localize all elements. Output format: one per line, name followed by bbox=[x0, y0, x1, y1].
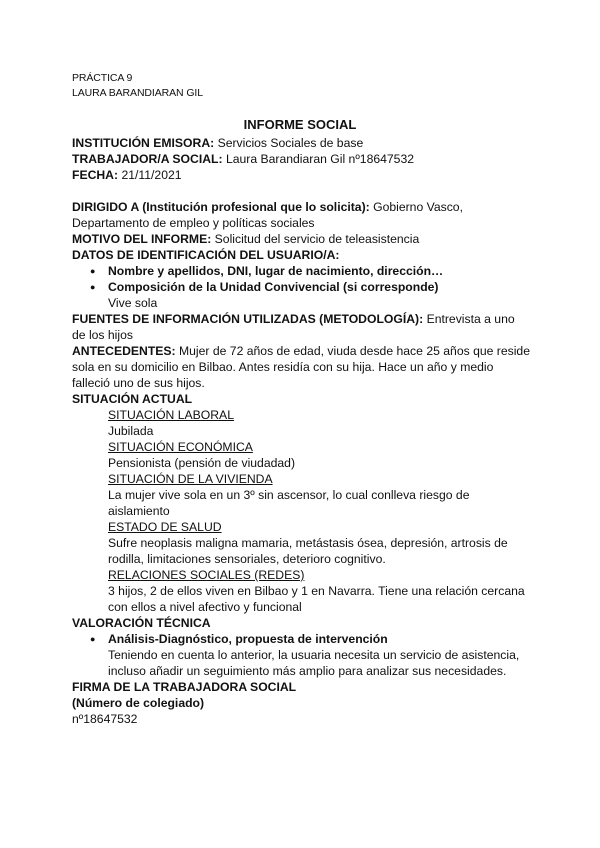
header-practice: PRÁCTICA 9 bbox=[72, 72, 133, 84]
institucion-row bbox=[72, 135, 532, 151]
firma-sub: (Número de colegiado) bbox=[72, 696, 205, 710]
valoracion-value-1: Teniendo en cuenta lo anterior, la usuaria necesita un servicio de asistencia, bbox=[108, 648, 520, 662]
redes-value-1: 3 hijos, 2 de ellos viven en Bilbao y 1 en Navarra. Tiene una relación cercana bbox=[108, 584, 525, 598]
dirigido-row bbox=[72, 199, 532, 215]
situacion-label: SITUACIÓN ACTUAL bbox=[72, 392, 193, 406]
motivo-value: Solicitud del servicio de teleasistencia bbox=[214, 232, 420, 246]
motivo-label: MOTIVO DEL INFORME: bbox=[72, 232, 212, 246]
redes-value-2: con ellos a nivel afectivo y funcional bbox=[108, 600, 302, 614]
fuentes-label: FUENTES DE INFORMACIÓN UTILIZADAS (METODOLOGÍA): bbox=[72, 312, 424, 326]
laboral-value: Jubilada bbox=[108, 424, 154, 438]
trabajador-value: Laura Barandiaran Gil nº18647532 bbox=[225, 152, 415, 166]
valoracion-label: VALORACIÓN TÉCNICA bbox=[72, 616, 211, 630]
antecedentes-value-3: falleció uno de sus hijos. bbox=[72, 376, 205, 390]
fuentes-row bbox=[72, 311, 532, 327]
datos-label: DATOS DE IDENTIFICACIÓN DEL USUARIO/A: bbox=[72, 248, 340, 262]
document-title: INFORME SOCIAL bbox=[243, 117, 357, 132]
vivienda-value-2: aislamiento bbox=[108, 504, 170, 518]
institucion-value: Servicios Sociales de base bbox=[217, 136, 364, 150]
bullet-dot: ● bbox=[90, 634, 96, 644]
antecedentes-label: ANTECEDENTES: bbox=[72, 344, 176, 358]
dirigido-value: Gobierno Vasco, bbox=[373, 200, 463, 214]
antecedentes-value-2: sola en su domicilio en Bilbao. Antes residía con su hija. Hace un año y medio bbox=[72, 360, 494, 374]
motivo-row bbox=[72, 231, 532, 247]
dirigido-label: DIRIGIDO A (Institución profesional que lo solicita): bbox=[72, 200, 370, 214]
fecha-row bbox=[72, 167, 532, 183]
bullet-nombre: Nombre y apellidos, DNI, lugar de nacimiento, dirección… bbox=[108, 264, 444, 278]
redes-title: RELACIONES SOCIALES (REDES) bbox=[108, 568, 305, 582]
laboral-title: SITUACIÓN LABORAL bbox=[108, 408, 234, 422]
economica-title: SITUACIÓN ECONÓMICA bbox=[108, 440, 253, 454]
antecedentes-value: Mujer de 72 años de edad, viuda desde hace 25 años que reside bbox=[179, 344, 530, 358]
trabajador-label: TRABAJADOR/A SOCIAL: bbox=[72, 152, 223, 166]
convivencia-value: Vive sola bbox=[108, 296, 158, 310]
salud-title: ESTADO DE SALUD bbox=[108, 520, 222, 534]
firma-value: nº18647532 bbox=[72, 712, 138, 726]
fuentes-value: Entrevista a uno bbox=[426, 312, 515, 326]
dirigido-value-cont: Departamento de empleo y políticas sociales bbox=[72, 216, 315, 230]
fecha-label: FECHA: bbox=[72, 168, 119, 182]
fuentes-value-cont: de los hijos bbox=[72, 328, 133, 342]
fecha-value: 21/11/2021 bbox=[121, 168, 182, 182]
valoracion-value-2: incluso añadir un seguimiento más amplio para analizar sus necesidades. bbox=[108, 664, 507, 678]
bullet-dot: ● bbox=[90, 266, 96, 276]
antecedentes-row bbox=[72, 343, 532, 359]
salud-value-1: Sufre neoplasis maligna mamaria, metástasis ósea, depresión, artrosis de bbox=[108, 536, 508, 550]
bullet-composicion: Composición de la Unidad Convivencial (si corresponde) bbox=[108, 280, 439, 294]
firma-label: FIRMA DE LA TRABAJADORA SOCIAL bbox=[72, 680, 297, 694]
salud-value-2: rodilla, limitaciones sensoriales, deterioro cognitivo. bbox=[108, 552, 386, 566]
vivienda-value-1: La mujer vive sola en un 3º sin ascensor, lo cual conlleva riesgo de bbox=[108, 488, 470, 502]
vivienda-title: SITUACIÓN DE LA VIVIENDA bbox=[108, 472, 273, 486]
header-author: LAURA BARANDIARAN GIL bbox=[72, 87, 203, 99]
economica-value: Pensionista (pensión de viudadad) bbox=[108, 456, 296, 470]
bullet-dot: ● bbox=[90, 282, 96, 292]
trabajador-row bbox=[72, 151, 532, 167]
valoracion-bullet: Análisis-Diagnóstico, propuesta de intervención bbox=[108, 632, 388, 646]
institucion-label: INSTITUCIÓN EMISORA: bbox=[72, 136, 215, 150]
